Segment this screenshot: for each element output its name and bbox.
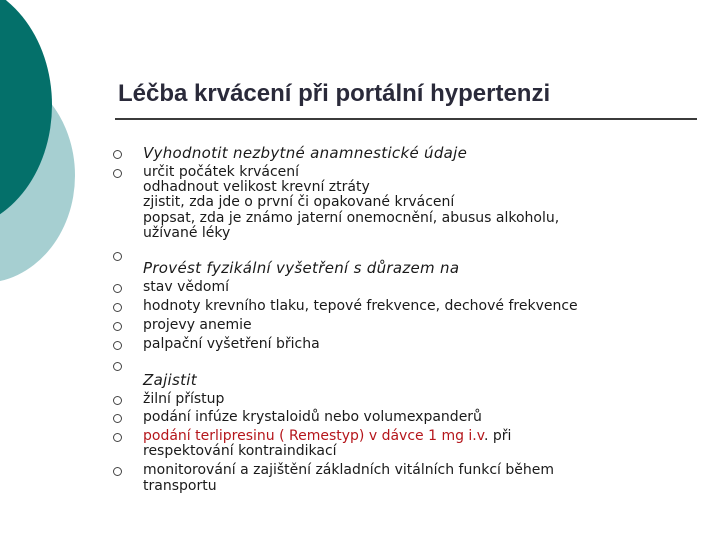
list-item-continuation: užívané léky [143, 225, 231, 241]
list-item-continuation: popsat, zda je známo jaterní onemocnění, abusus alkoholu, [143, 210, 560, 226]
bullet-icon [113, 252, 122, 261]
list-item: podání infúze krystaloidů nebo volumexpanderů [143, 409, 482, 425]
bullet-icon [113, 396, 122, 405]
section-heading-examination: Provést fyzikální vyšetření s důrazem na [143, 259, 460, 277]
bullet-icon [113, 169, 122, 178]
list-item: projevy anemie [143, 317, 252, 333]
bullet-icon [113, 303, 122, 312]
bullet-icon [113, 322, 122, 331]
list-item: stav vědomí [143, 279, 229, 295]
bullet-icon [113, 341, 122, 350]
bullet-icon [113, 150, 122, 159]
list-item: hodnoty krevního tlaku, tepové frekvence, dechové frekvence [143, 298, 578, 314]
list-item: určit počátek krvácení [143, 164, 300, 180]
list-item: palpační vyšetření břicha [143, 336, 320, 352]
section-heading-ensure: Zajistit [143, 371, 197, 389]
bullet-icon [113, 362, 122, 371]
list-item-continuation: odhadnout velikost krevní ztráty [143, 179, 370, 195]
list-item: monitorování a zajištění základních vitálních funkcí během [143, 462, 554, 478]
list-item: žilní přístup [143, 391, 225, 407]
bullet-icon [113, 467, 122, 476]
list-item-continuation: zjistit, zda jde o první či opakované krvácení [143, 194, 455, 210]
bullet-icon [113, 433, 122, 442]
list-item-continuation: respektování kontraindikací [143, 443, 337, 459]
list-item-continuation: transportu [143, 478, 217, 494]
list-item [143, 429, 511, 444]
slide-title: Léčba krvácení při portální hypertenzi [118, 80, 551, 107]
bullet-icon [113, 284, 122, 293]
highlighted-dosage-text: podání terlipresinu ( Remestyp) v dávce 1 mg i.v [143, 428, 484, 444]
section-heading-history: Vyhodnotit nezbytné anamnestické údaje [143, 144, 468, 162]
bullet-icon [113, 414, 122, 423]
list-item-text: . při [483, 428, 512, 444]
